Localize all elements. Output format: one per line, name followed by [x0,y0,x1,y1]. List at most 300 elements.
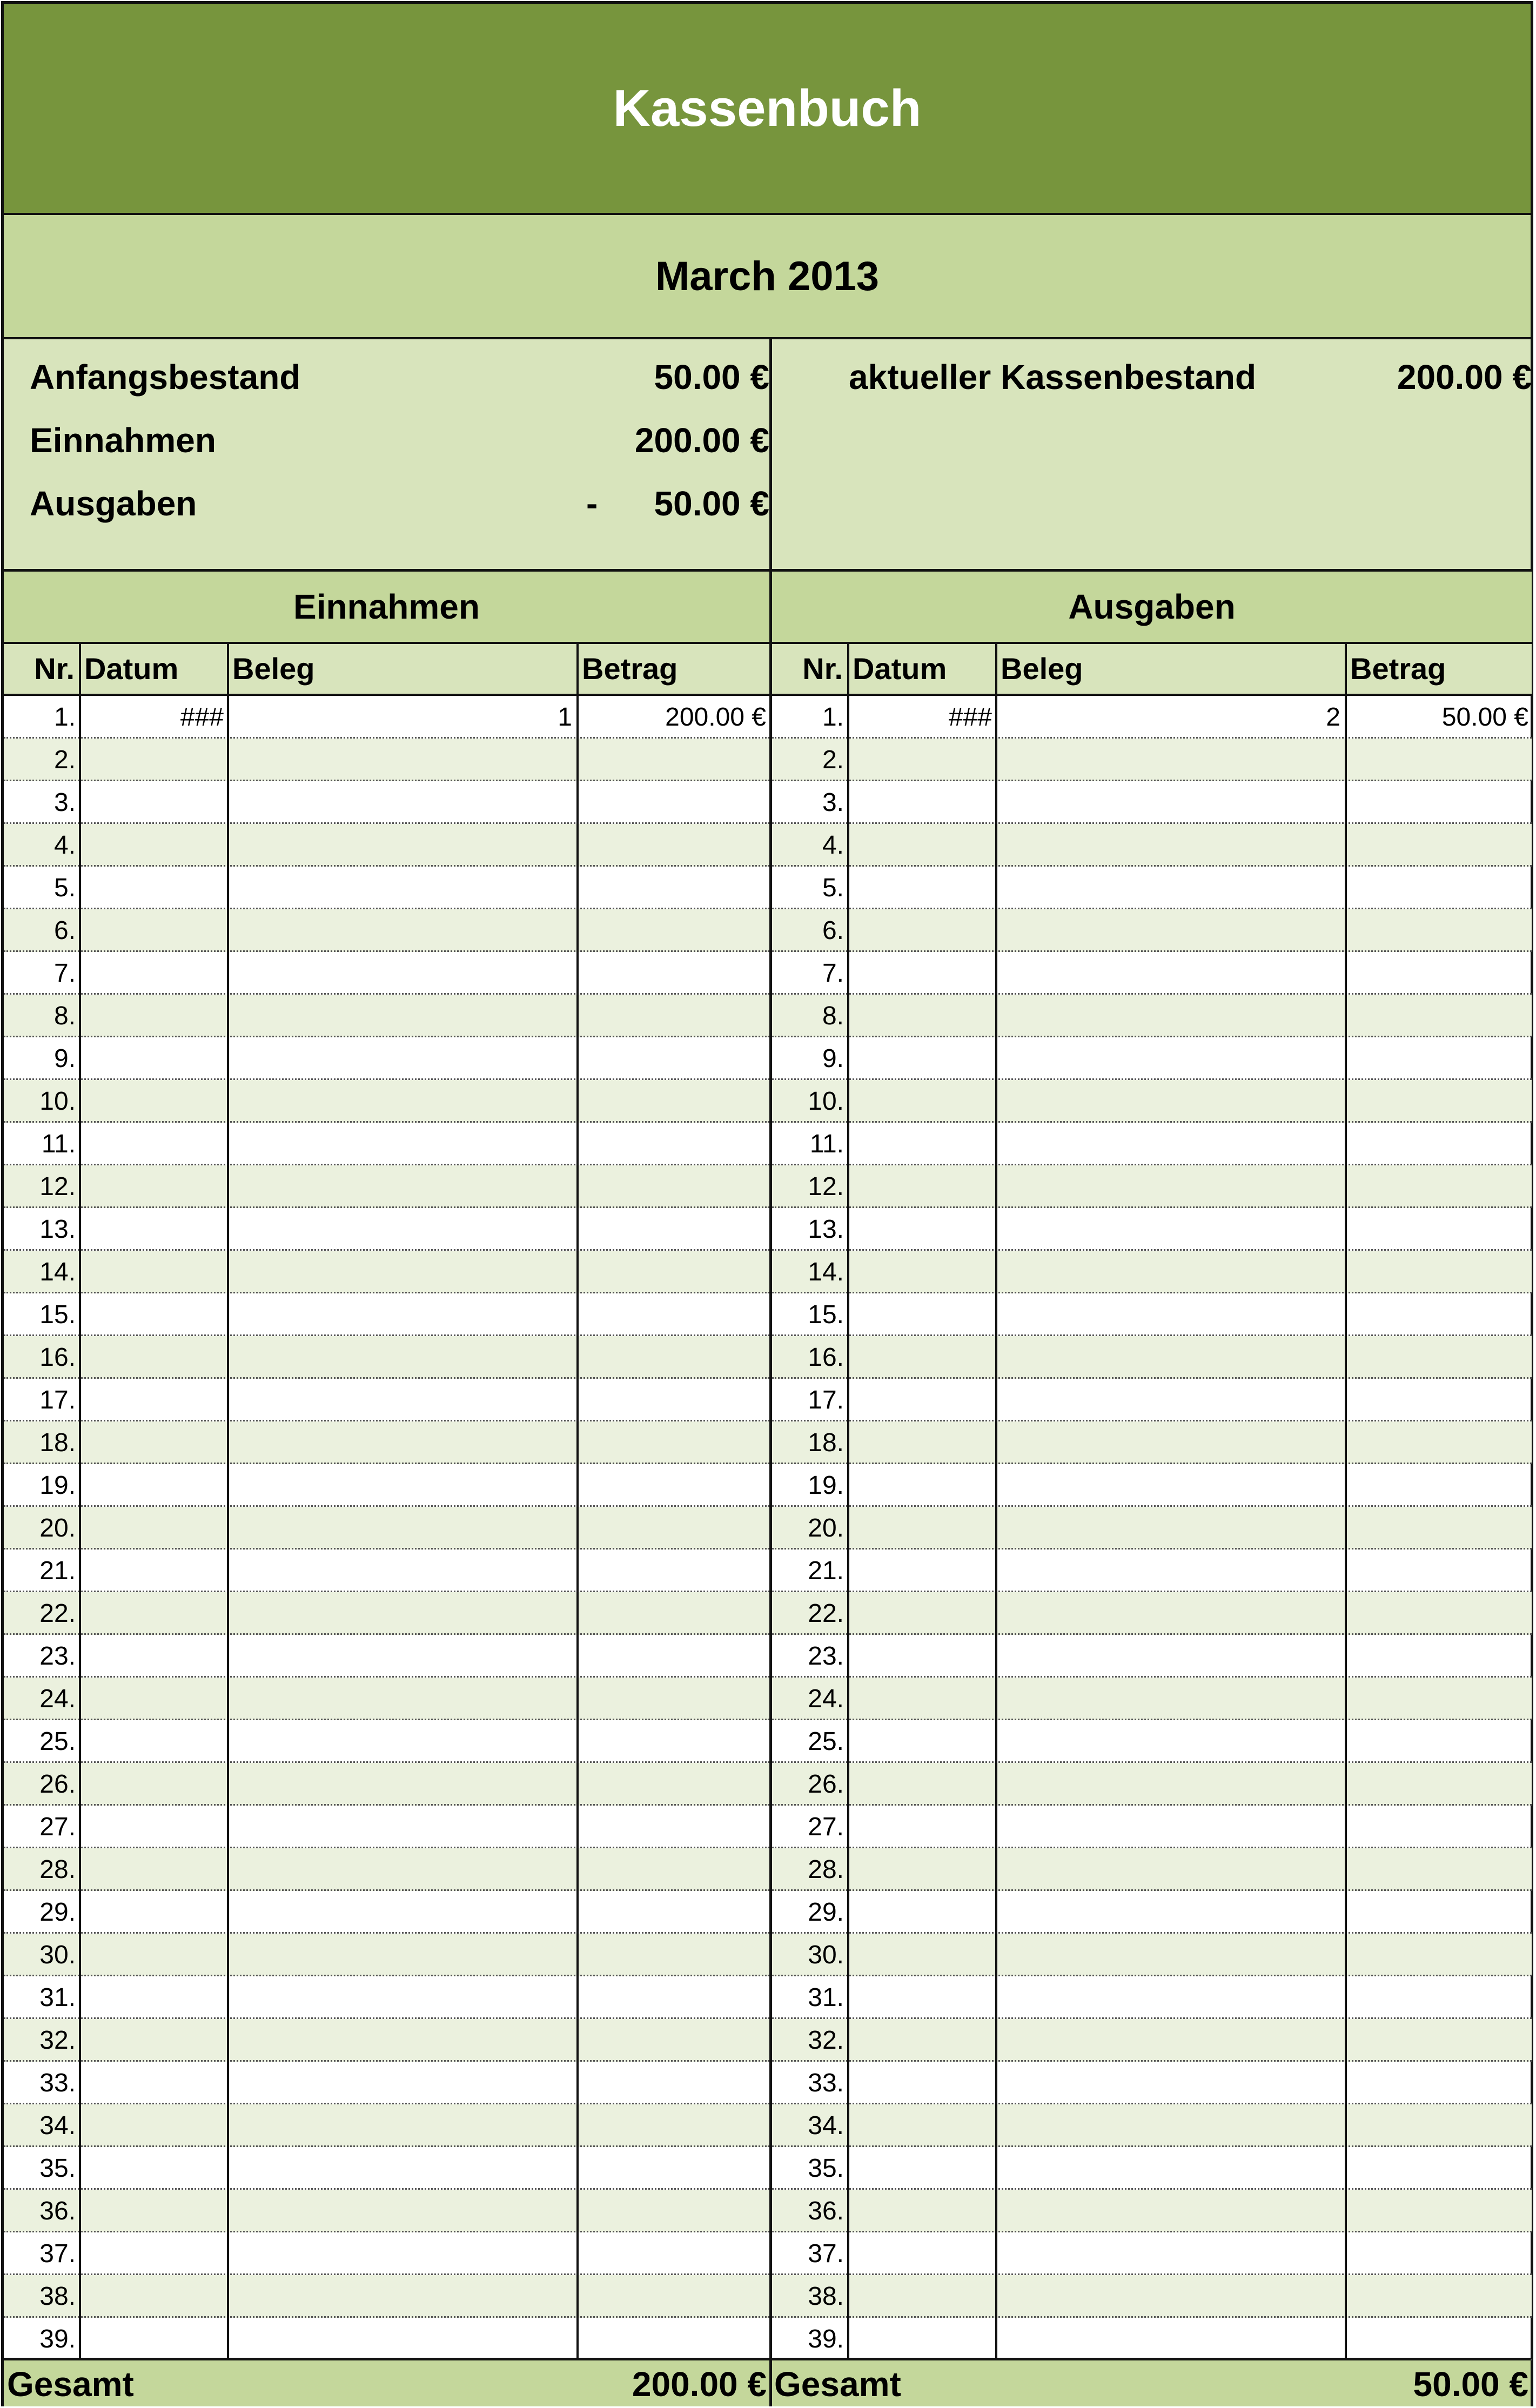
datum-cell[interactable] [849,781,995,822]
betrag-cell[interactable] [579,1891,769,1932]
beleg-cell[interactable] [229,1806,576,1847]
beleg-cell[interactable] [229,1251,576,1292]
beleg-cell[interactable] [997,1251,1345,1292]
datum-cell[interactable] [81,1123,227,1164]
datum-cell[interactable] [849,1293,995,1334]
beleg-cell[interactable] [997,1934,1345,1975]
datum-cell[interactable] [849,1464,995,1505]
datum-cell[interactable] [849,1336,995,1377]
beleg-cell[interactable] [229,2318,576,2359]
betrag-cell[interactable] [1347,2318,1532,2359]
betrag-cell[interactable] [1347,1635,1532,1676]
beleg-cell[interactable] [229,1336,576,1377]
betrag-cell[interactable] [579,1379,769,1420]
betrag-cell[interactable] [579,781,769,822]
datum-cell[interactable] [849,2275,995,2316]
beleg-cell[interactable] [997,1336,1345,1377]
datum-cell[interactable] [81,1251,227,1292]
beleg-cell[interactable] [229,1635,576,1676]
datum-cell[interactable] [849,2062,995,2103]
betrag-cell[interactable] [579,867,769,908]
row-number: 24. [39,1685,76,1713]
betrag-cell[interactable] [1347,909,1532,950]
beleg-cell[interactable] [997,1891,1345,1932]
datum-cell[interactable] [81,1678,227,1719]
beleg-cell[interactable] [229,1507,576,1548]
betrag-cell[interactable] [1347,2147,1532,2188]
beleg-cell[interactable] [997,1165,1345,1206]
beleg-cell[interactable] [229,867,576,908]
datum-cell[interactable] [849,995,995,1036]
beleg-cell[interactable] [997,1208,1345,1249]
beleg-cell[interactable] [997,1848,1345,1889]
beleg-cell[interactable] [997,1123,1345,1164]
beleg-cell[interactable] [997,1037,1345,1078]
beleg-cell[interactable] [997,1592,1345,1633]
betrag-cell[interactable] [1347,2232,1532,2273]
betrag-cell[interactable] [579,2104,769,2145]
betrag-cell[interactable] [1347,1678,1532,1719]
datum-cell[interactable] [81,1080,227,1121]
datum-cell[interactable] [81,1379,227,1420]
datum-cell[interactable] [849,1037,995,1078]
ausgaben-heading-text: Ausgaben [1068,587,1236,626]
beleg-cell[interactable] [229,1592,576,1633]
datum-cell[interactable] [849,2104,995,2145]
row-number: 3. [53,788,76,817]
datum-cell[interactable] [849,1891,995,1932]
datum-cell[interactable] [849,2019,995,2060]
table-row [772,1507,1532,1550]
betrag-cell[interactable] [1347,1848,1532,1889]
datum-cell[interactable] [849,1421,995,1463]
beleg-cell[interactable] [997,1678,1345,1719]
beleg-cell[interactable]: 1 [558,703,572,732]
betrag-cell[interactable] [579,1635,769,1676]
table-row [772,1678,1532,1720]
beleg-cell[interactable] [229,824,576,865]
row-number: 12. [39,1172,76,1201]
beleg-cell[interactable] [997,1720,1345,1761]
beleg-cell[interactable] [229,1976,576,2017]
table-row [772,1123,1532,1165]
datum-cell[interactable] [849,2318,995,2359]
datum-cell[interactable] [849,824,995,865]
row-number: 8. [822,1002,844,1030]
table-row [4,1208,769,1251]
datum-cell[interactable] [81,1165,227,1206]
betrag-cell[interactable] [1347,1037,1532,1078]
col-header-betrag: Betrag [582,652,678,686]
datum-cell[interactable] [849,867,995,908]
table-row [772,1550,1532,1592]
datum-cell[interactable] [81,1550,227,1591]
datum-cell[interactable] [81,1293,227,1334]
table-row [772,1293,1532,1336]
beleg-cell[interactable] [997,1080,1345,1121]
table-row [772,1976,1532,2019]
beleg-cell[interactable] [997,1806,1345,1847]
datum-cell[interactable] [81,1720,227,1761]
beleg-cell[interactable] [229,1550,576,1591]
row-number: 18. [808,1428,844,1457]
beleg-cell[interactable] [229,1165,576,1206]
table-row [4,1123,769,1165]
datum-cell[interactable] [849,1251,995,1292]
datum-cell[interactable] [849,1379,995,1420]
betrag-cell[interactable] [1347,2019,1532,2060]
beleg-cell[interactable] [997,952,1345,993]
datum-cell[interactable] [81,2318,227,2359]
betrag-cell[interactable] [579,1934,769,1975]
beleg-cell[interactable] [997,909,1345,950]
betrag-cell[interactable] [579,2190,769,2231]
datum-cell[interactable] [849,1592,995,1633]
betrag-cell[interactable] [579,824,769,865]
betrag-cell[interactable] [1347,2275,1532,2316]
datum-cell[interactable] [81,1507,227,1548]
row-number: 1. [822,703,844,732]
table-row [772,952,1532,995]
beleg-cell[interactable] [229,1208,576,1249]
betrag-cell[interactable] [1347,995,1532,1036]
datum-cell[interactable] [849,909,995,950]
betrag-cell[interactable] [1347,1550,1532,1591]
beleg-cell[interactable] [229,1123,576,1164]
datum-cell[interactable] [81,995,227,1036]
row-number: 30. [39,1941,76,1969]
col-header-betrag: Betrag [1350,652,1446,686]
datum-cell[interactable] [849,1165,995,1206]
datum-cell[interactable] [81,1934,227,1975]
beleg-cell[interactable] [229,1891,576,1932]
betrag-cell[interactable] [579,2019,769,2060]
betrag-cell[interactable] [579,1550,769,1591]
table-row [4,696,769,739]
beleg-cell[interactable] [997,2190,1345,2231]
betrag-cell[interactable] [579,1507,769,1548]
table-row [772,1592,1532,1635]
beleg-cell[interactable] [229,1763,576,1804]
datum-cell[interactable]: ### [948,703,992,732]
betrag-cell[interactable] [579,2147,769,2188]
beleg-cell[interactable] [229,2019,576,2060]
beleg-cell[interactable] [229,1720,576,1761]
betrag-cell[interactable] [1347,1123,1532,1164]
betrag-cell[interactable] [1347,1891,1532,1932]
betrag-cell[interactable] [579,1421,769,1463]
beleg-cell[interactable] [997,1421,1345,1463]
datum-cell[interactable] [849,1123,995,1164]
betrag-cell[interactable] [579,1976,769,2017]
col-header-nr: Nr. [802,652,843,686]
title-banner [4,4,1531,215]
beleg-cell[interactable] [229,1678,576,1719]
betrag-cell[interactable] [579,995,769,1036]
table-row [772,2104,1532,2147]
betrag-cell[interactable] [1347,1464,1532,1505]
table-row [4,1635,769,1678]
betrag-cell[interactable] [579,2318,769,2359]
col-header-datum: Datum [84,652,179,686]
betrag-cell[interactable] [579,952,769,993]
betrag-cell[interactable] [1347,1592,1532,1633]
betrag-cell[interactable]: 200.00 € [665,703,766,732]
beleg-cell[interactable] [997,1550,1345,1591]
beleg-cell[interactable] [997,824,1345,865]
betrag-cell[interactable] [1347,1720,1532,1761]
datum-cell[interactable] [81,1848,227,1889]
datum-cell[interactable] [81,2019,227,2060]
datum-cell[interactable] [81,1336,227,1377]
beleg-cell[interactable] [229,1421,576,1463]
betrag-cell[interactable] [1347,1165,1532,1206]
datum-cell[interactable] [81,952,227,993]
cash-book-sheet [1,1,1533,2406]
row-number: 36. [39,2197,76,2225]
datum-cell[interactable] [81,2147,227,2188]
kassenbestand-label: aktueller Kassenbestand [849,358,1257,397]
betrag-cell[interactable] [579,1037,769,1078]
beleg-cell[interactable] [997,1976,1345,2017]
table-row [772,1251,1532,1293]
beleg-cell[interactable] [997,1763,1345,1804]
datum-cell[interactable] [81,1037,227,1078]
beleg-cell[interactable] [229,1379,576,1420]
datum-cell[interactable] [81,2275,227,2316]
row-number: 6. [53,916,76,945]
datum-cell[interactable] [81,909,227,950]
betrag-cell[interactable] [1347,952,1532,993]
datum-cell[interactable] [81,2232,227,2273]
beleg-cell[interactable] [229,1934,576,1975]
datum-cell[interactable] [81,2190,227,2231]
datum-cell[interactable] [81,1806,227,1847]
betrag-cell[interactable] [579,1806,769,1847]
beleg-cell[interactable] [229,1080,576,1121]
datum-cell[interactable] [849,952,995,993]
table-row [4,1251,769,1293]
datum-cell[interactable] [81,781,227,822]
summary-row-kassenbestand [772,356,1532,399]
beleg-cell[interactable] [997,2104,1345,2145]
datum-cell[interactable] [849,739,995,780]
betrag-cell[interactable] [579,1592,769,1633]
row-number: 30. [808,1941,844,1969]
beleg-cell[interactable] [997,867,1345,908]
col-header-beleg: Beleg [1001,652,1083,686]
datum-cell[interactable] [81,739,227,780]
table-row [4,1379,769,1421]
betrag-cell[interactable] [579,2062,769,2103]
datum-cell[interactable] [849,1507,995,1548]
beleg-cell[interactable] [997,2147,1345,2188]
datum-cell[interactable] [849,1934,995,1975]
beleg-cell[interactable] [997,739,1345,780]
betrag-cell[interactable] [1347,867,1532,908]
betrag-cell[interactable] [1347,1336,1532,1377]
datum-cell[interactable] [849,2232,995,2273]
datum-cell[interactable] [81,2104,227,2145]
row-number: 6. [822,916,844,945]
beleg-cell[interactable] [229,952,576,993]
table-row [772,1891,1532,1934]
beleg-cell[interactable] [229,995,576,1036]
ausgaben-label: Ausgaben [30,484,197,523]
datum-cell[interactable] [849,1848,995,1889]
einnahmen-total-label: Gesamt [7,2365,134,2404]
beleg-cell[interactable] [229,1293,576,1334]
betrag-cell[interactable] [1347,2062,1532,2103]
beleg-cell[interactable] [997,2318,1345,2359]
datum-cell[interactable] [81,867,227,908]
beleg-cell[interactable] [229,2104,576,2145]
beleg-cell[interactable] [997,2019,1345,2060]
datum-cell[interactable] [81,1464,227,1505]
beleg-cell[interactable] [997,2062,1345,2103]
betrag-cell[interactable] [579,739,769,780]
row-number: 18. [39,1428,76,1457]
table-row [4,995,769,1037]
betrag-cell[interactable] [1347,1208,1532,1249]
betrag-cell[interactable] [1347,1507,1532,1548]
betrag-cell[interactable] [579,909,769,950]
betrag-cell[interactable] [579,1848,769,1889]
betrag-cell[interactable] [579,2275,769,2316]
datum-cell[interactable] [849,2147,995,2188]
beleg-cell[interactable] [229,2190,576,2231]
table-row [4,1464,769,1507]
beleg-cell[interactable] [997,2232,1345,2273]
beleg-cell[interactable] [997,1293,1345,1334]
row-number: 34. [808,2111,844,2140]
section-divider [769,572,772,2358]
betrag-cell[interactable] [579,1293,769,1334]
datum-cell[interactable] [849,1806,995,1847]
betrag-cell[interactable] [579,1464,769,1505]
beleg-cell[interactable] [229,1464,576,1505]
table-row [772,824,1532,867]
datum-cell[interactable]: ### [180,703,224,732]
datum-cell[interactable] [849,1635,995,1676]
beleg-cell[interactable] [997,1464,1345,1505]
beleg-cell[interactable] [229,1037,576,1078]
datum-cell[interactable] [81,1635,227,1676]
table-row [772,1165,1532,1208]
beleg-cell[interactable] [997,1635,1345,1676]
beleg-cell[interactable] [229,2062,576,2103]
row-number: 31. [39,1983,76,2012]
beleg-cell[interactable] [229,2275,576,2316]
betrag-cell[interactable] [1347,1934,1532,1975]
betrag-cell[interactable]: 50.00 € [1441,703,1528,732]
table-row [772,2019,1532,2062]
betrag-cell[interactable] [1347,1976,1532,2017]
betrag-cell[interactable] [579,2232,769,2273]
betrag-cell[interactable] [1347,1379,1532,1420]
datum-cell[interactable] [81,1421,227,1463]
betrag-cell[interactable] [1347,1293,1532,1334]
table-row [772,1080,1532,1123]
datum-cell[interactable] [81,1891,227,1932]
row-number: 11. [41,1130,76,1158]
betrag-cell[interactable] [579,1336,769,1377]
betrag-cell[interactable] [1347,824,1532,865]
betrag-cell[interactable] [1347,1763,1532,1804]
row-number: 27. [39,1813,76,1841]
beleg-cell[interactable] [997,1379,1345,1420]
datum-cell[interactable] [849,1678,995,1719]
betrag-cell[interactable] [579,1080,769,1121]
betrag-cell[interactable] [1347,1251,1532,1292]
betrag-cell[interactable] [1347,1806,1532,1847]
anfangsbestand-value[interactable]: 50.00 € [654,358,769,397]
betrag-cell[interactable] [1347,739,1532,780]
beleg-cell[interactable] [997,995,1345,1036]
datum-cell[interactable] [81,1208,227,1249]
betrag-cell[interactable] [1347,1080,1532,1121]
betrag-cell[interactable] [579,1720,769,1761]
betrag-cell[interactable] [1347,2190,1532,2231]
datum-cell[interactable] [81,1976,227,2017]
datum-cell[interactable] [849,1080,995,1121]
datum-cell[interactable] [81,2062,227,2103]
row-number: 35. [39,2154,76,2183]
beleg-cell[interactable] [229,781,576,822]
table-row [772,2275,1532,2318]
betrag-cell[interactable] [579,1763,769,1804]
datum-cell[interactable] [849,1976,995,2017]
row-number: 20. [808,1514,844,1542]
datum-cell[interactable] [81,1763,227,1804]
row-number: 21. [39,1557,76,1585]
betrag-cell[interactable] [1347,1421,1532,1463]
row-number: 14. [39,1258,76,1286]
beleg-cell[interactable]: 2 [1326,703,1340,732]
row-number: 15. [39,1300,76,1329]
table-row [4,909,769,952]
datum-cell[interactable] [849,1720,995,1761]
beleg-cell[interactable] [229,2232,576,2273]
betrag-cell[interactable] [579,1165,769,1206]
betrag-cell[interactable] [579,1123,769,1164]
kassenbestand-value: 200.00 € [1397,358,1532,397]
datum-cell[interactable] [849,1550,995,1591]
beleg-cell[interactable] [229,2147,576,2188]
beleg-cell[interactable] [997,2275,1345,2316]
row-number: 39. [39,2325,76,2353]
betrag-cell[interactable] [579,1678,769,1719]
datum-cell[interactable] [81,824,227,865]
betrag-cell[interactable] [579,1251,769,1292]
betrag-cell[interactable] [1347,2104,1532,2145]
beleg-cell[interactable] [997,1507,1345,1548]
beleg-cell[interactable] [997,781,1345,822]
datum-cell[interactable] [849,1208,995,1249]
table-row [4,1806,769,1848]
betrag-cell[interactable] [1347,781,1532,822]
row-number: 16. [39,1343,76,1372]
beleg-cell[interactable] [229,909,576,950]
beleg-cell[interactable] [229,739,576,780]
datum-cell[interactable] [849,1763,995,1804]
ausgaben-total-value: 50.00 € [1413,2365,1528,2404]
datum-cell[interactable] [849,2190,995,2231]
beleg-cell[interactable] [229,1848,576,1889]
row-number: 35. [808,2154,844,2183]
datum-cell[interactable] [81,1592,227,1633]
betrag-cell[interactable] [579,1208,769,1249]
